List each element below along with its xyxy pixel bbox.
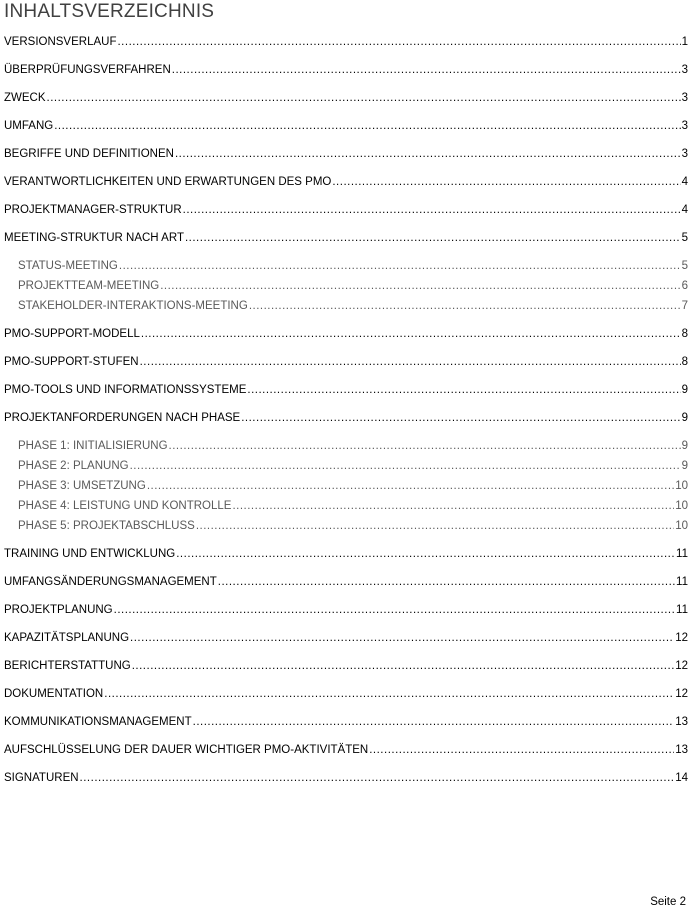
leader-dots	[196, 518, 674, 534]
toc-entry-page: 9	[681, 440, 688, 452]
leader-dots	[369, 742, 674, 758]
toc-entry-label: TRAINING UND ENTWICKLUNG	[4, 548, 176, 560]
toc-entry-label: PROJEKTPLANUNG	[4, 604, 113, 616]
toc-entry-umfang[interactable]	[4, 118, 688, 134]
toc-entry-label: PHASE 3: UMSETZUNG	[18, 480, 146, 492]
leader-dots	[232, 498, 674, 514]
leader-dots	[80, 770, 675, 786]
leader-dots	[47, 90, 681, 106]
leader-dots	[132, 658, 674, 674]
toc-entry-label: DOKUMENTATION	[4, 688, 104, 700]
toc-entry-label: PHASE 4: LEISTUNG UND KONTROLLE	[18, 500, 232, 512]
toc-entry-label: STATUS-MEETING	[18, 260, 118, 272]
leader-dots	[160, 278, 680, 294]
toc-entry-label: ÜBERPRÜFUNGSVERFAHREN	[4, 64, 171, 76]
toc-entry-page: 7	[681, 300, 688, 312]
toc-entry-page: 3	[681, 64, 688, 76]
toc-entry-page: 1	[681, 36, 688, 48]
toc-entry-label: PROJEKTTEAM-MEETING	[18, 280, 160, 292]
toc-entry-page: 3	[681, 148, 688, 160]
toc-subentry-phase-3[interactable]	[18, 478, 688, 494]
toc-entry-aufschluesselung[interactable]	[4, 742, 688, 758]
toc-entry-page: 3	[681, 120, 688, 132]
toc-entry-label: BEGRIFFE UND DEFINITIONEN	[4, 148, 174, 160]
leader-dots	[193, 714, 675, 730]
toc-entry-label: PHASE 5: PROJEKTABSCHLUSS	[18, 520, 195, 532]
toc-entry-label: ZWECK	[4, 92, 46, 104]
leader-dots	[130, 630, 674, 646]
toc-entry-ueberpruefungsverfahren[interactable]	[4, 62, 688, 78]
toc-entry-label: PROJEKTMANAGER-STRUKTUR	[4, 204, 182, 216]
toc-entry-label: PMO-TOOLS UND INFORMATIONSSYSTEME	[4, 384, 247, 396]
toc-entry-kapazitaetsplanung[interactable]	[4, 630, 688, 646]
toc-entry-label: AUFSCHLÜSSELUNG DER DAUER WICHTIGER PMO-AKTIVITÄTEN	[4, 744, 369, 756]
toc-entry-page: 9	[681, 384, 688, 396]
toc-subentry-phase-5[interactable]	[18, 518, 688, 534]
leader-dots	[140, 354, 681, 370]
toc-entry-page: 11	[676, 604, 688, 616]
toc-entry-versionsverlauf[interactable]	[4, 34, 688, 50]
toc-entry-zweck[interactable]	[4, 90, 688, 106]
toc-entry-label: PMO-SUPPORT-MODELL	[4, 328, 140, 340]
toc-title: INHALTSVERZEICHNIS	[4, 1, 215, 22]
toc-entry-label: PROJEKTANFORDERUNGEN NACH PHASE	[4, 412, 241, 424]
toc-entry-label: SIGNATUREN	[4, 772, 79, 784]
toc-entry-page: 12	[675, 660, 688, 672]
toc-entry-page: 3	[681, 92, 688, 104]
toc-entry-page: 5	[681, 260, 688, 272]
toc-entry-umfangsaenderungsmanagement[interactable]	[4, 574, 688, 590]
toc-entry-pmo-tools[interactable]	[4, 382, 688, 398]
toc-entry-label: KOMMUNIKATIONSMANAGEMENT	[4, 716, 192, 728]
toc-entry-projektanforderungen[interactable]	[4, 410, 688, 426]
toc-entry-page: 13	[675, 744, 688, 756]
toc-entry-page: 4	[681, 204, 688, 216]
toc-entry-meeting-struktur[interactable]	[4, 230, 688, 246]
toc-entry-page: 12	[675, 632, 688, 644]
leader-dots	[249, 298, 681, 314]
toc-subentry-stakeholder-meeting[interactable]	[18, 298, 688, 314]
toc-entry-page: 14	[675, 772, 688, 784]
leader-dots	[104, 686, 674, 702]
toc-entry-pmo-support-stufen[interactable]	[4, 354, 688, 370]
leader-dots	[119, 258, 681, 274]
toc-entry-page: 8	[681, 328, 688, 340]
toc-entry-berichterstattung[interactable]	[4, 658, 688, 674]
leader-dots	[54, 118, 680, 134]
toc-entry-label: UMFANGSÄNDERUNGSMANAGEMENT	[4, 576, 217, 588]
toc-entry-begriffe-und-definitionen[interactable]	[4, 146, 688, 162]
leader-dots	[141, 326, 681, 342]
toc-entry-kommunikationsmanagement[interactable]	[4, 714, 688, 730]
toc-subentry-phase-2[interactable]	[18, 458, 688, 474]
leader-dots	[114, 602, 675, 618]
toc-entry-page: 8	[681, 356, 688, 368]
leader-dots	[183, 202, 681, 218]
leader-dots	[172, 62, 681, 78]
toc-entry-page: 9	[681, 460, 688, 472]
toc-entry-label: BERICHTERSTATTUNG	[4, 660, 131, 672]
leader-dots	[176, 546, 675, 562]
toc-entry-label: PMO-SUPPORT-STUFEN	[4, 356, 139, 368]
toc-entry-label: VERANTWORTLICHKEITEN UND ERWARTUNGEN DES PMO	[4, 176, 332, 188]
toc-entry-label: KAPAZITÄTSPLANUNG	[4, 632, 130, 644]
toc-subentry-phase-4[interactable]	[18, 498, 688, 514]
toc-entry-label: UMFANG	[4, 120, 54, 132]
toc-entry-page: 10	[675, 500, 688, 512]
toc-entry-page: 5	[681, 232, 688, 244]
toc-entry-page: 10	[675, 520, 688, 532]
toc-entry-training[interactable]	[4, 546, 688, 562]
toc-entry-projektmanager-struktur[interactable]	[4, 202, 688, 218]
toc-entry-label: PHASE 1: INITIALISIERUNG	[18, 440, 168, 452]
toc-entry-dokumentation[interactable]	[4, 686, 688, 702]
toc-entry-page: 13	[675, 716, 688, 728]
toc-entry-projektplanung[interactable]	[4, 602, 688, 618]
leader-dots	[169, 438, 681, 454]
toc-entry-label: VERSIONSVERLAUF	[4, 36, 117, 48]
leader-dots	[117, 34, 680, 50]
toc-subentry-status-meeting[interactable]	[18, 258, 688, 274]
toc-entry-page: 10	[675, 480, 688, 492]
toc-entry-label: PHASE 2: PLANUNG	[18, 460, 129, 472]
toc-entry-verantwortlichkeiten[interactable]	[4, 174, 688, 190]
toc-entry-page: 12	[675, 688, 688, 700]
toc-subentry-phase-1[interactable]	[18, 438, 688, 454]
toc-entry-page: 11	[676, 576, 688, 588]
leader-dots	[175, 146, 681, 162]
toc-entry-page: 6	[681, 280, 688, 292]
leader-dots	[332, 174, 680, 190]
leader-dots	[185, 230, 681, 246]
toc-entry-page: 11	[676, 548, 688, 560]
toc-entry-label: STAKEHOLDER-INTERAKTIONS-MEETING	[18, 300, 248, 312]
leader-dots	[130, 458, 681, 474]
leader-dots	[247, 382, 680, 398]
toc-entry-signaturen[interactable]	[4, 770, 688, 786]
toc-entry-page: 9	[681, 412, 688, 424]
leader-dots	[218, 574, 675, 590]
toc-entry-page: 4	[681, 176, 688, 188]
leader-dots	[241, 410, 680, 426]
leader-dots	[147, 478, 674, 494]
toc-entry-label: MEETING-STRUKTUR NACH ART	[4, 232, 184, 244]
page-number: Seite 2	[650, 896, 686, 908]
toc-entry-pmo-support-modell[interactable]	[4, 326, 688, 342]
toc-subentry-projektteam-meeting[interactable]	[18, 278, 688, 294]
